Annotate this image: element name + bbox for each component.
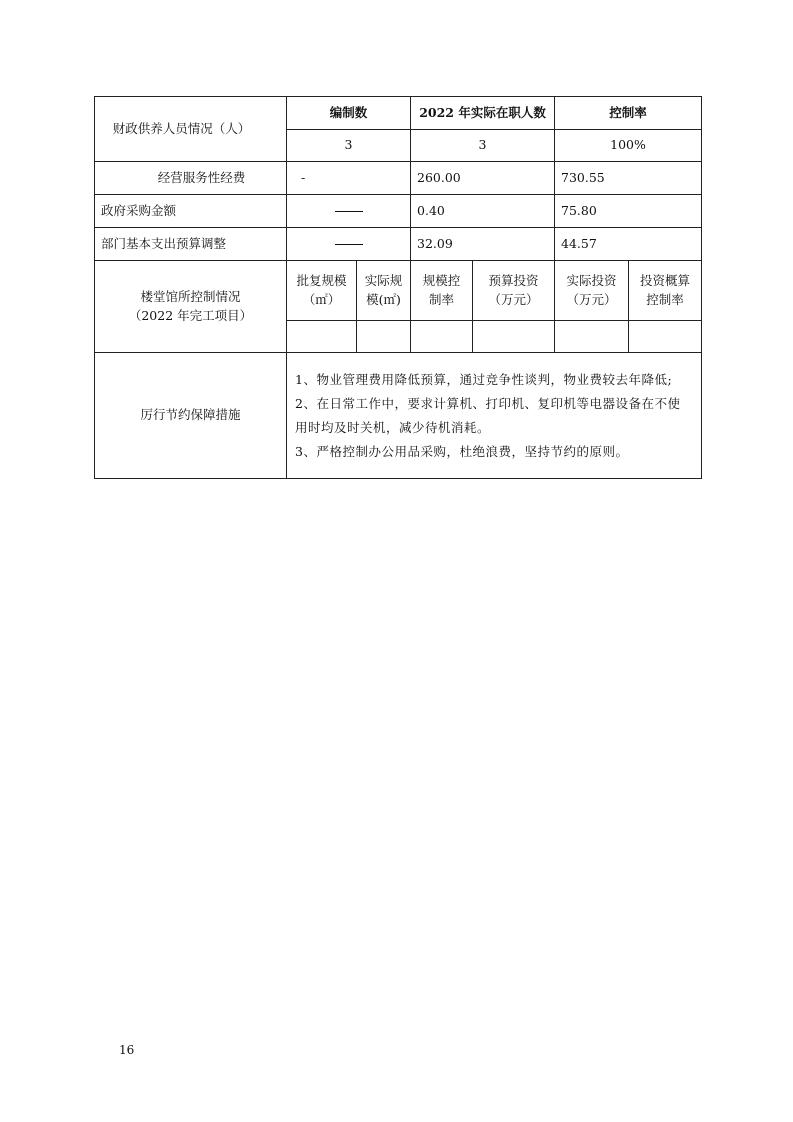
row-value-3: 75.80: [555, 195, 702, 228]
staff-header-rate: 控制率: [555, 97, 702, 130]
header-line: 预算投资: [488, 272, 539, 288]
building-label-line2: （2022 年完工项目）: [128, 307, 253, 323]
building-header-budget-investment: [473, 261, 555, 321]
dash-mark: [335, 211, 363, 212]
page-number: 16: [119, 1043, 135, 1057]
row-dash: [287, 228, 411, 261]
row-value-3: 44.57: [555, 228, 702, 261]
staff-quota-value: 3: [287, 130, 411, 162]
header-line: （万元）: [488, 291, 539, 307]
row-value-2: 0.40: [411, 195, 555, 228]
table-row: [95, 195, 702, 228]
table-row: [95, 162, 702, 195]
empty-cell: [411, 321, 473, 353]
measures-label: 厉行节约保障措施: [95, 353, 287, 479]
row-label: 部门基本支出预算调整: [95, 228, 287, 261]
staff-header-actual: 2022 年实际在职人数: [411, 97, 555, 130]
header-line: （㎡）: [302, 291, 341, 307]
empty-cell: [287, 321, 357, 353]
empty-cell: [473, 321, 555, 353]
dash-mark: [335, 244, 363, 245]
measure-line: 1、物业管理费用降低预算，通过竞争性谈判，物业费较去年降低;: [295, 371, 673, 387]
row-value-1: -: [287, 162, 411, 195]
header-line: （万元）: [566, 291, 617, 307]
measures-content: [287, 353, 702, 479]
empty-cell: [629, 321, 702, 353]
building-header-estimate-rate: [629, 261, 702, 321]
staff-rate-value: 100%: [555, 130, 702, 162]
expense-control-table: [94, 96, 702, 479]
building-header-actual-scale: [357, 261, 411, 321]
measures-row: [95, 353, 702, 479]
building-header-actual-investment: [555, 261, 629, 321]
header-line: 批复规模: [296, 272, 347, 288]
table-row: [95, 228, 702, 261]
row-label: 政府采购金额: [95, 195, 287, 228]
empty-cell: [357, 321, 411, 353]
building-header-approved-scale: [287, 261, 357, 321]
staff-label: 财政供养人员情况（人）: [95, 97, 287, 162]
building-header-scale-rate: [411, 261, 473, 321]
row-value-2: 260.00: [411, 162, 555, 195]
building-label-line1: 楼堂馆所控制情况: [140, 288, 241, 304]
header-line: 制率: [429, 291, 455, 307]
header-line: 实际投资: [566, 272, 617, 288]
staff-actual-value: 3: [411, 130, 555, 162]
measure-line: 用时均及时关机，减少待机消耗。: [295, 419, 491, 435]
header-line: 投资概算: [640, 272, 691, 288]
empty-cell: [555, 321, 629, 353]
header-line: 控制率: [646, 291, 684, 307]
measure-line: 2、在日常工作中，要求计算机、打印机、复印机等电器设备在不使: [295, 395, 681, 411]
row-value-2: 32.09: [411, 228, 555, 261]
building-label: [95, 261, 287, 353]
header-line: 实际规: [364, 272, 403, 288]
header-line: 模(㎡): [366, 291, 401, 307]
staff-header-row: [95, 97, 702, 130]
measure-line: 3、严格控制办公用品采购，杜绝浪费，坚持节约的原则。: [295, 443, 629, 459]
header-line: 规模控: [422, 272, 461, 288]
row-value-3: 730.55: [555, 162, 702, 195]
staff-header-quota: 编制数: [287, 97, 411, 130]
building-header-row: [95, 261, 702, 321]
row-label: 经营服务性经费: [95, 162, 287, 195]
row-dash: [287, 195, 411, 228]
